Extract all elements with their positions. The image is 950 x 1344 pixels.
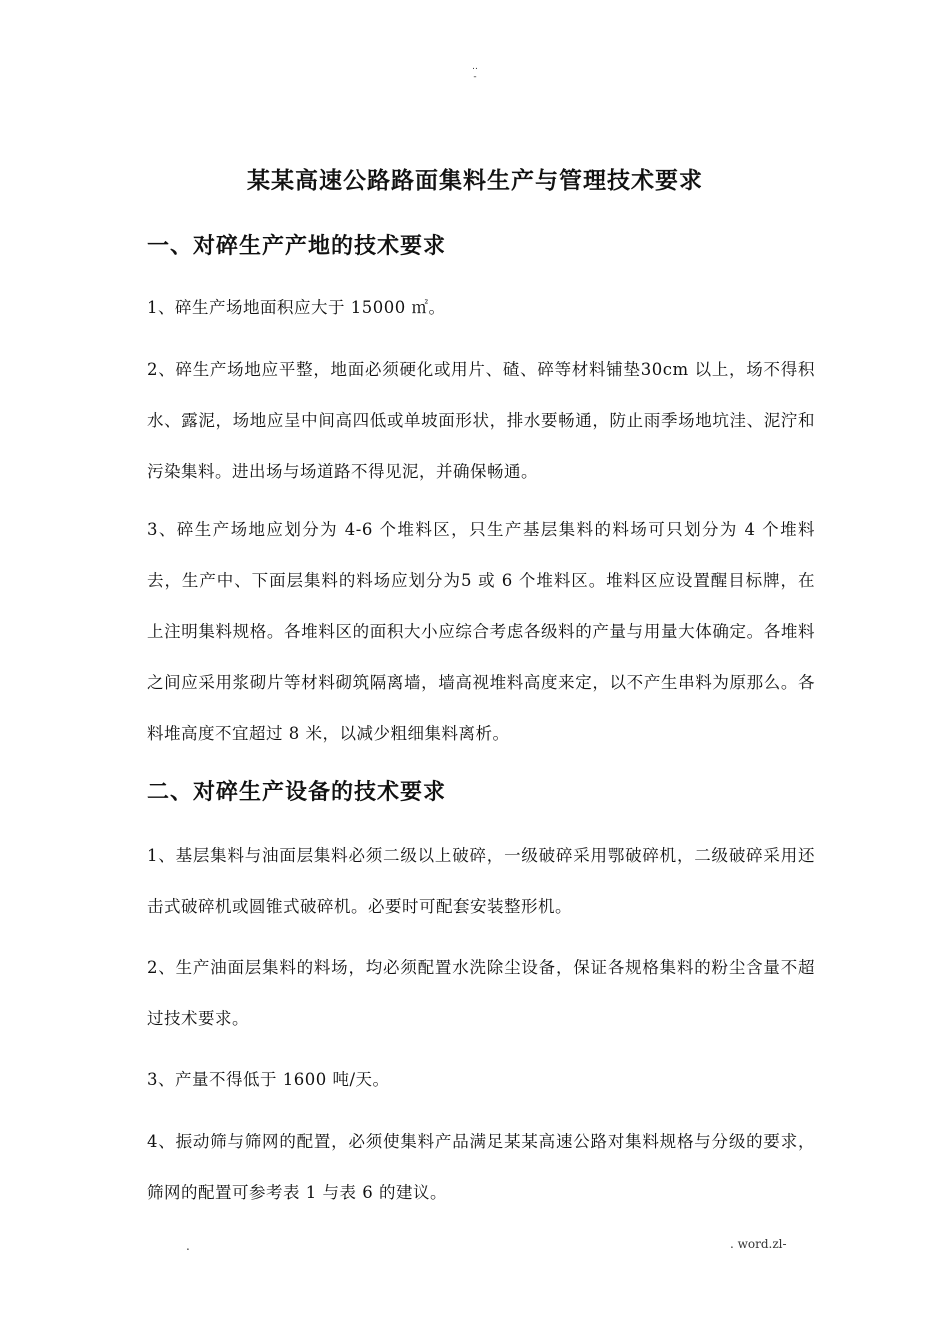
section-2-paragraph-3: 3、产量不得低于 1600 吨/天。 (147, 1070, 390, 1089)
footer-left-mark: . (186, 1239, 190, 1253)
section-1-paragraph-1: 1、碎生产场地面积应大于 15000 ㎡。 (147, 298, 446, 317)
section-heading-1: 一、对碎生产产地的技术要求 (147, 234, 447, 259)
section-1-paragraph-2: 2、碎生产场地应平整，地面必须硬化或用片、碴、碎等材料铺垫30cm 以上，场不得积水、露泥，场地应呈中间高四低或单坡面形状，排水要畅通，防止雨季场地坑洼、泥泞和污染集料。进出场与场道路不得见泥，并确保畅通。 (147, 360, 815, 481)
header-mark-dash: - (473, 72, 477, 82)
section-heading-2: 二、对碎生产设备的技术要求 (147, 780, 447, 805)
header-mark-dots: .. (472, 62, 478, 72)
footer-right-mark: . word.zl- (730, 1237, 787, 1251)
section-2-paragraph-2: 2、生产油面层集料的料场，均必须配置水洗除尘设备，保证各规格集料的粉尘含量不超过技术要求。 (147, 958, 815, 1028)
section-2-paragraph-4: 4、振动筛与筛网的配置，必须使集料产品满足某某高速公路对集料规格与分级的要求，筛网的配置可参考表 1 与表 6 的建议。 (147, 1132, 815, 1202)
document-title: 某某高速公路路面集料生产与管理技术要求 (247, 168, 703, 194)
header-mark (0, 62, 950, 82)
section-2-paragraph-1: 1、基层集料与油面层集料必须二级以上破碎，一级破碎采用鄂破碎机，二级破碎采用还击式破碎机或圆锥式破碎机。必要时可配套安装整形机。 (147, 846, 815, 916)
section-1-paragraph-3: 3、碎生产场地应划分为 4-6 个堆料区，只生产基层集料的料场可只划分为 4 个堆料去，生产中、下面层集料的料场应划分为5 或 6 个堆料区。堆料区应设置醒目标牌，在上注明集料规格。各堆料区的面积大小应综合考虑各级料的产量与用量大体确定。各堆料之间应采用浆砌片等材料砌筑隔离墙，墙高视堆料高度来定，以不产生串料为原那么。各料堆高度不宜超过 8 米，以减少粗细集料离析。 (147, 520, 815, 743)
